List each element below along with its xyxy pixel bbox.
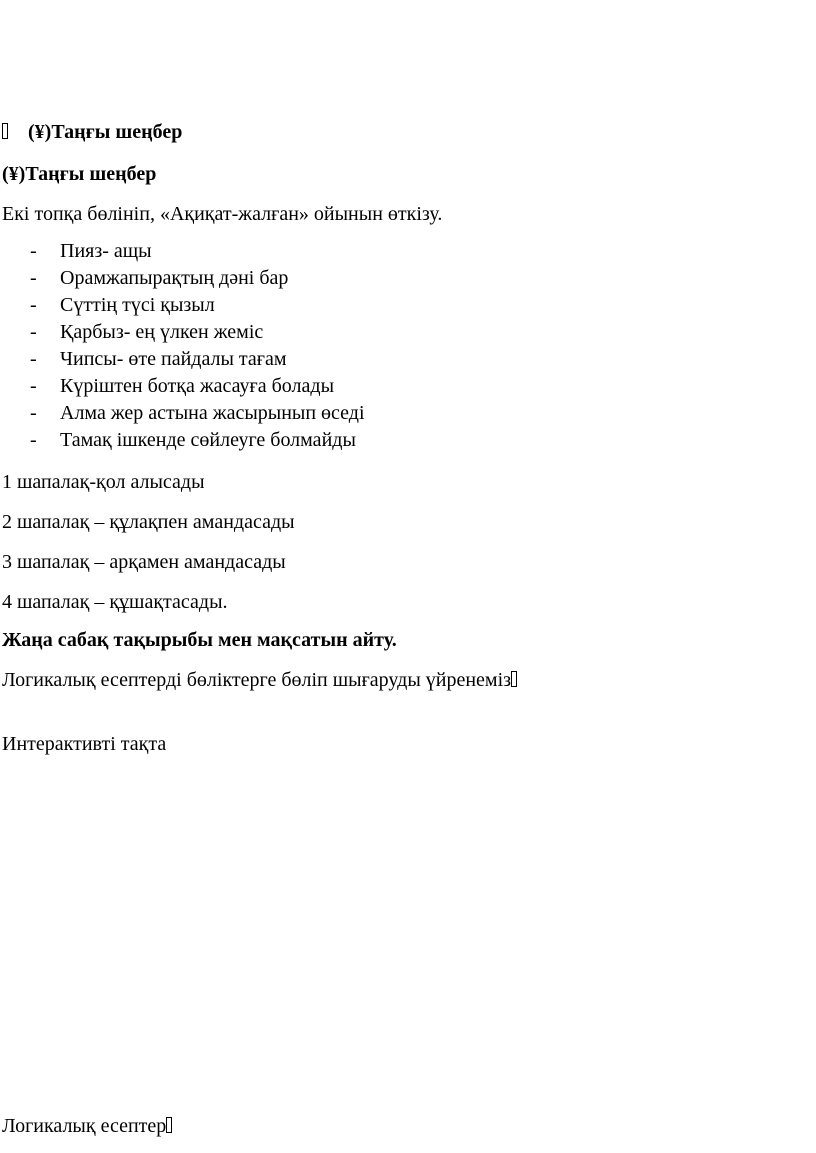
list-item (30, 347, 365, 374)
missing-glyph-icon (2, 123, 8, 139)
missing-glyph-icon (166, 1117, 172, 1133)
statement-text: Чипсы- өте пайдалы тағам (60, 348, 287, 370)
statement-text: Орамжапырақтың дәні бар (60, 267, 289, 289)
footer-title (2, 1114, 172, 1138)
list-item (30, 374, 365, 401)
list-item (30, 293, 365, 320)
statement-text: Пияз- ащы (60, 240, 152, 262)
lesson-goal (2, 668, 517, 692)
topic-heading: Жаңа сабақ тақырыбы мен мақсатын айту. (2, 629, 397, 651)
statement-text: Тамақ ішкенде сөйлеуге болмайды (60, 429, 356, 451)
list-dash: - (30, 321, 37, 343)
morning-circle-heading-marked (2, 120, 182, 144)
statement-text: Күріштен ботқа жасауға болады (60, 375, 335, 397)
footer-text: Логикалық есептер (2, 1115, 167, 1137)
list-dash: - (30, 375, 37, 397)
clap-instruction: 4 шапалақ – құшақтасады. (2, 591, 228, 613)
missing-glyph-icon (511, 671, 517, 687)
statement-text: Қарбыз- ең үлкен жеміс (60, 321, 264, 343)
statement-text: Алма жер астына жасырынып өседі (60, 402, 365, 424)
clap-instruction: 3 шапалақ – арқамен амандасады (2, 551, 286, 573)
list-dash: - (30, 429, 37, 451)
list-dash: - (30, 294, 37, 316)
clap-instruction: 1 шапалақ-қол алысады (2, 471, 205, 493)
list-item (30, 320, 365, 347)
statement-text: Сүттің түсі қызыл (60, 294, 215, 316)
list-item (30, 401, 365, 428)
statements-list (30, 239, 365, 455)
list-dash: - (30, 348, 37, 370)
list-dash: - (30, 402, 37, 424)
interactive-board-label: Интерактивті тақта (2, 733, 167, 755)
list-dash: - (30, 267, 37, 289)
morning-circle-heading: (¥)Таңғы шеңбер (2, 163, 157, 185)
list-item (30, 239, 365, 266)
clap-instruction: 2 шапалақ – құлақпен амандасады (2, 511, 295, 533)
goal-text: Логикалық есептерді бөліктерге бөліп шығаруды үйренеміз (2, 669, 512, 691)
list-dash: - (30, 240, 37, 262)
list-item (30, 266, 365, 293)
intro-text: Екі топқа бөлініп, «Ақиқат-жалған» ойынын өткізу. (2, 203, 443, 225)
list-item (30, 428, 365, 455)
heading-marked-text: (¥)Таңғы шеңбер (28, 121, 183, 143)
